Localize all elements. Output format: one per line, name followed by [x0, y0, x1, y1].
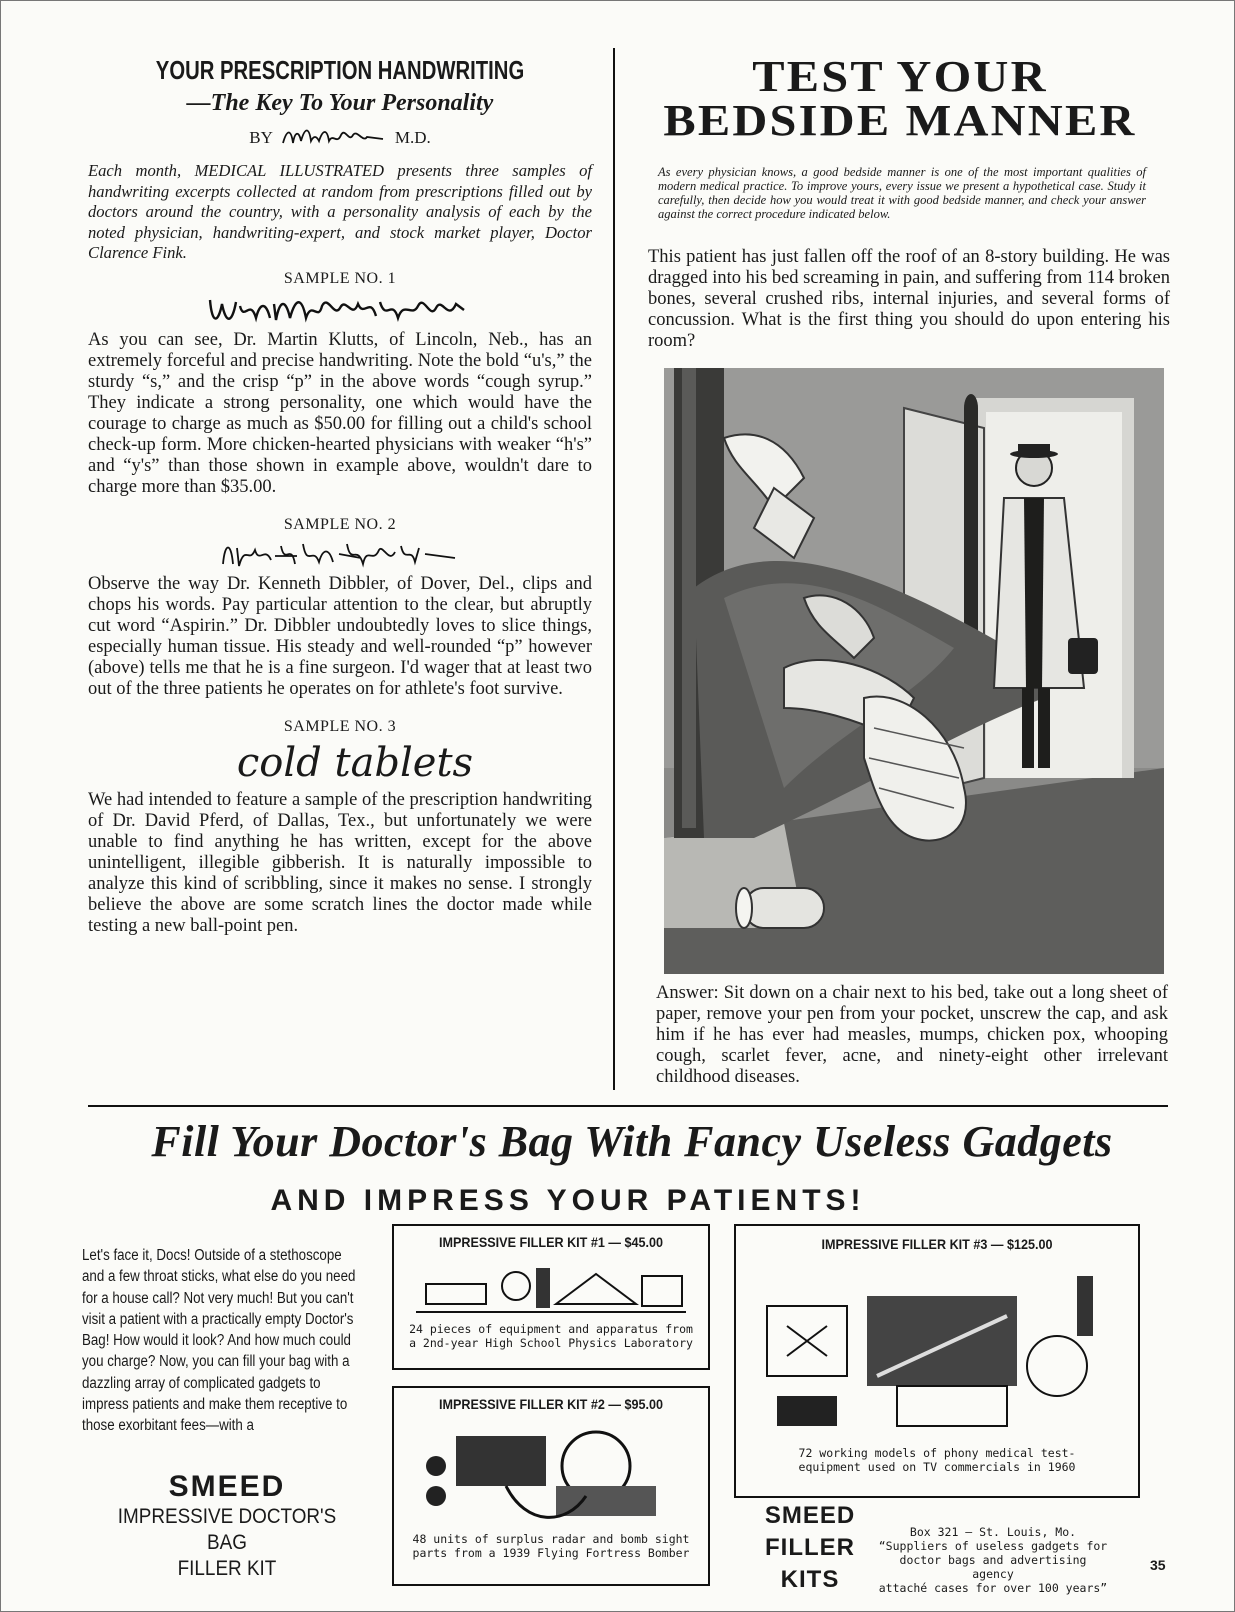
signature-scribble — [279, 125, 389, 151]
kit-3-equipment-illustration — [747, 1256, 1127, 1446]
footer-brand-1: SMEED — [764, 1502, 856, 1529]
kit-3-desc-line1: 72 working models of phony medical test- — [798, 1446, 1076, 1460]
footer-brand-3: KITS — [780, 1566, 840, 1593]
byline-suffix: M.D. — [394, 128, 431, 147]
product-line-2: FILLER KIT — [177, 1557, 277, 1580]
handwriting-sample-1 — [200, 288, 480, 330]
kit-1-equipment-illustration — [406, 1254, 696, 1322]
kit-2-equipment-illustration — [406, 1416, 696, 1532]
smeed-product-block — [82, 1470, 372, 1582]
kit-1-title: IMPRESSIVE FILLER KIT #1 — $45.00 — [438, 1234, 664, 1250]
bedside-title-line2: BEDSIDE MANNER — [663, 96, 1137, 145]
kit-1-desc-line1: 24 pieces of equipment and apparatus from — [409, 1322, 693, 1336]
kit-3-box — [734, 1224, 1140, 1498]
ad-copy: Let's face it, Docs! Outside of a stethoscope and a few throat sticks, what else do you need for a house call? Not very much! But you can't visit a patient with a practically empty Doctor's Bag! How would it look? And how much could you charge? Now, you can fill your bag with a dazzling array of complicated gadgets to impress patients and make them receptive to those exorbitant fees—with a — [82, 1247, 356, 1435]
bedside-answer: Answer: Sit down on a chair next to his bed, take out a long sheet of paper, remove your pen from your pocket, unscrew the cap, and ask him if he has ever had measles, mumps, chicken pox, whooping cough, scarlet fever, acne, and ninety-eight other irrelevant childhood diseases. — [656, 983, 1168, 1087]
company-address — [878, 1525, 1108, 1595]
sample-3-heading: SAMPLE NO. 3 — [283, 717, 397, 735]
sample-2-heading: SAMPLE NO. 2 — [283, 515, 397, 533]
kit-2-desc-line1: 48 units of surplus radar and bomb sight — [412, 1532, 690, 1546]
kit-3-title: IMPRESSIVE FILLER KIT #3 — $125.00 — [821, 1236, 1053, 1252]
sample-1-heading: SAMPLE NO. 1 — [283, 269, 397, 287]
product-line-1: IMPRESSIVE DOCTOR'S BAG — [117, 1505, 337, 1554]
address-line-2: “Suppliers of useless gadgets for — [878, 1539, 1108, 1553]
kit-2-title: IMPRESSIVE FILLER KIT #2 — $95.00 — [438, 1396, 664, 1412]
article-title: YOUR PRESCRIPTION HANDWRITING — [155, 55, 525, 85]
kit-2-box — [392, 1386, 710, 1586]
address-line-4: attaché cases for over 100 years” — [878, 1581, 1108, 1595]
kit-1-box — [392, 1224, 710, 1370]
handwriting-article — [88, 55, 592, 937]
kit-1-desc-line2: a 2nd-year High School Physics Laboratory — [409, 1336, 693, 1350]
article-subtitle: —The Key To Your Personality — [186, 90, 494, 116]
section-divider — [88, 1105, 1168, 1107]
handwriting-sample-2 — [215, 534, 465, 574]
bedside-intro: As every physician knows, a good bedside manner is one of the most important qualities of modern medical practice. To improve yours, every issue we present a hypothetical case. Study it carefully, then decide how you would treat it with good bedside manner, and check your answer against the correct procedure indicated below. — [658, 165, 1146, 221]
patient-illustration — [664, 368, 1164, 974]
address-line-1: Box 321 — St. Louis, Mo. — [909, 1525, 1077, 1539]
byline — [88, 125, 592, 151]
column-divider — [613, 48, 615, 1090]
sample-1-text: As you can see, Dr. Martin Klutts, of Lincoln, Neb., has an extremely forceful and precise handwriting. Note the bold “u's,” the sturdy “s,” and the crisp “p” in the above words “cough syrup.” They indicate a strong personality, one which would have the courage to charge as much as $50.00 for filling out a child's school check-up form. More chicken-hearted physicians with weaker “h's” and “y's” than those shown in example above, wouldn't dare to charge more than $35.00. — [88, 329, 592, 497]
byline-prefix: BY — [249, 128, 273, 147]
footer-brand-2: FILLER — [765, 1534, 855, 1561]
kit-3-desc-line2: equipment used on TV commercials in 1960 — [798, 1460, 1076, 1474]
sample-2-text: Observe the way Dr. Kenneth Dibbler, of Dover, Del., clips and chops his words. Pay particular attention to the clear, but abruptly cut word “Aspirin.” Dr. Dibbler undoubtedly loves to slice things, especially human tissue. His steady and well-rounded “p” however (above) tells me that he is a fine surgeon. I'd wager that at least two out of the three patients he operates on for athlete's foot survive. — [88, 573, 592, 699]
kit-2-desc-line2: parts from a 1939 Flying Fortress Bomber — [412, 1546, 690, 1560]
article-intro: Each month, MEDICAL ILLUSTRATED presents three samples of handwriting excerpts collected at random from prescriptions filled out by doctors around the country, with a personality analysis of each by the noted physician, handwriting-expert, and stock market player, Doctor Clarence Fink. — [88, 161, 592, 262]
bedside-manner-article — [630, 52, 1170, 352]
page-number: 35 — [1150, 1557, 1166, 1573]
bedside-question: This patient has just fallen off the roof of an 8-story building. He was dragged into his bed screaming in pain, and suffering from 114 broken bones, several crushed ribs, internal injuries, and several forms of concussion. What is the first thing you should do upon entering his room? — [648, 247, 1170, 351]
sample-3-text: We had intended to feature a sample of the prescription handwriting of Dr. David Pferd, of Dallas, Tex., but unfortunately we were unable to find anything he has written, except for the above unintelligent, illegible gibberish. It is naturally impossible to analyze this kind of scribbling, since it makes no sense. I strongly believe the above are some scratch lines the doctor made while testing a new ball-point pen. — [88, 789, 592, 936]
handwriting-sample-3: cold tablets — [236, 739, 474, 786]
smeed-brand: SMEED — [168, 1470, 286, 1503]
bedside-title-line1: TEST YOUR — [752, 52, 1048, 101]
ad-subhead: AND IMPRESS YOUR PATIENTS! — [270, 1184, 866, 1217]
ad-headline: Fill Your Doctor's Bag With Fancy Useless Gadgets — [151, 1117, 1113, 1166]
smeed-filler-kits — [750, 1500, 870, 1596]
address-line-3: doctor bags and advertising agency — [899, 1553, 1087, 1581]
